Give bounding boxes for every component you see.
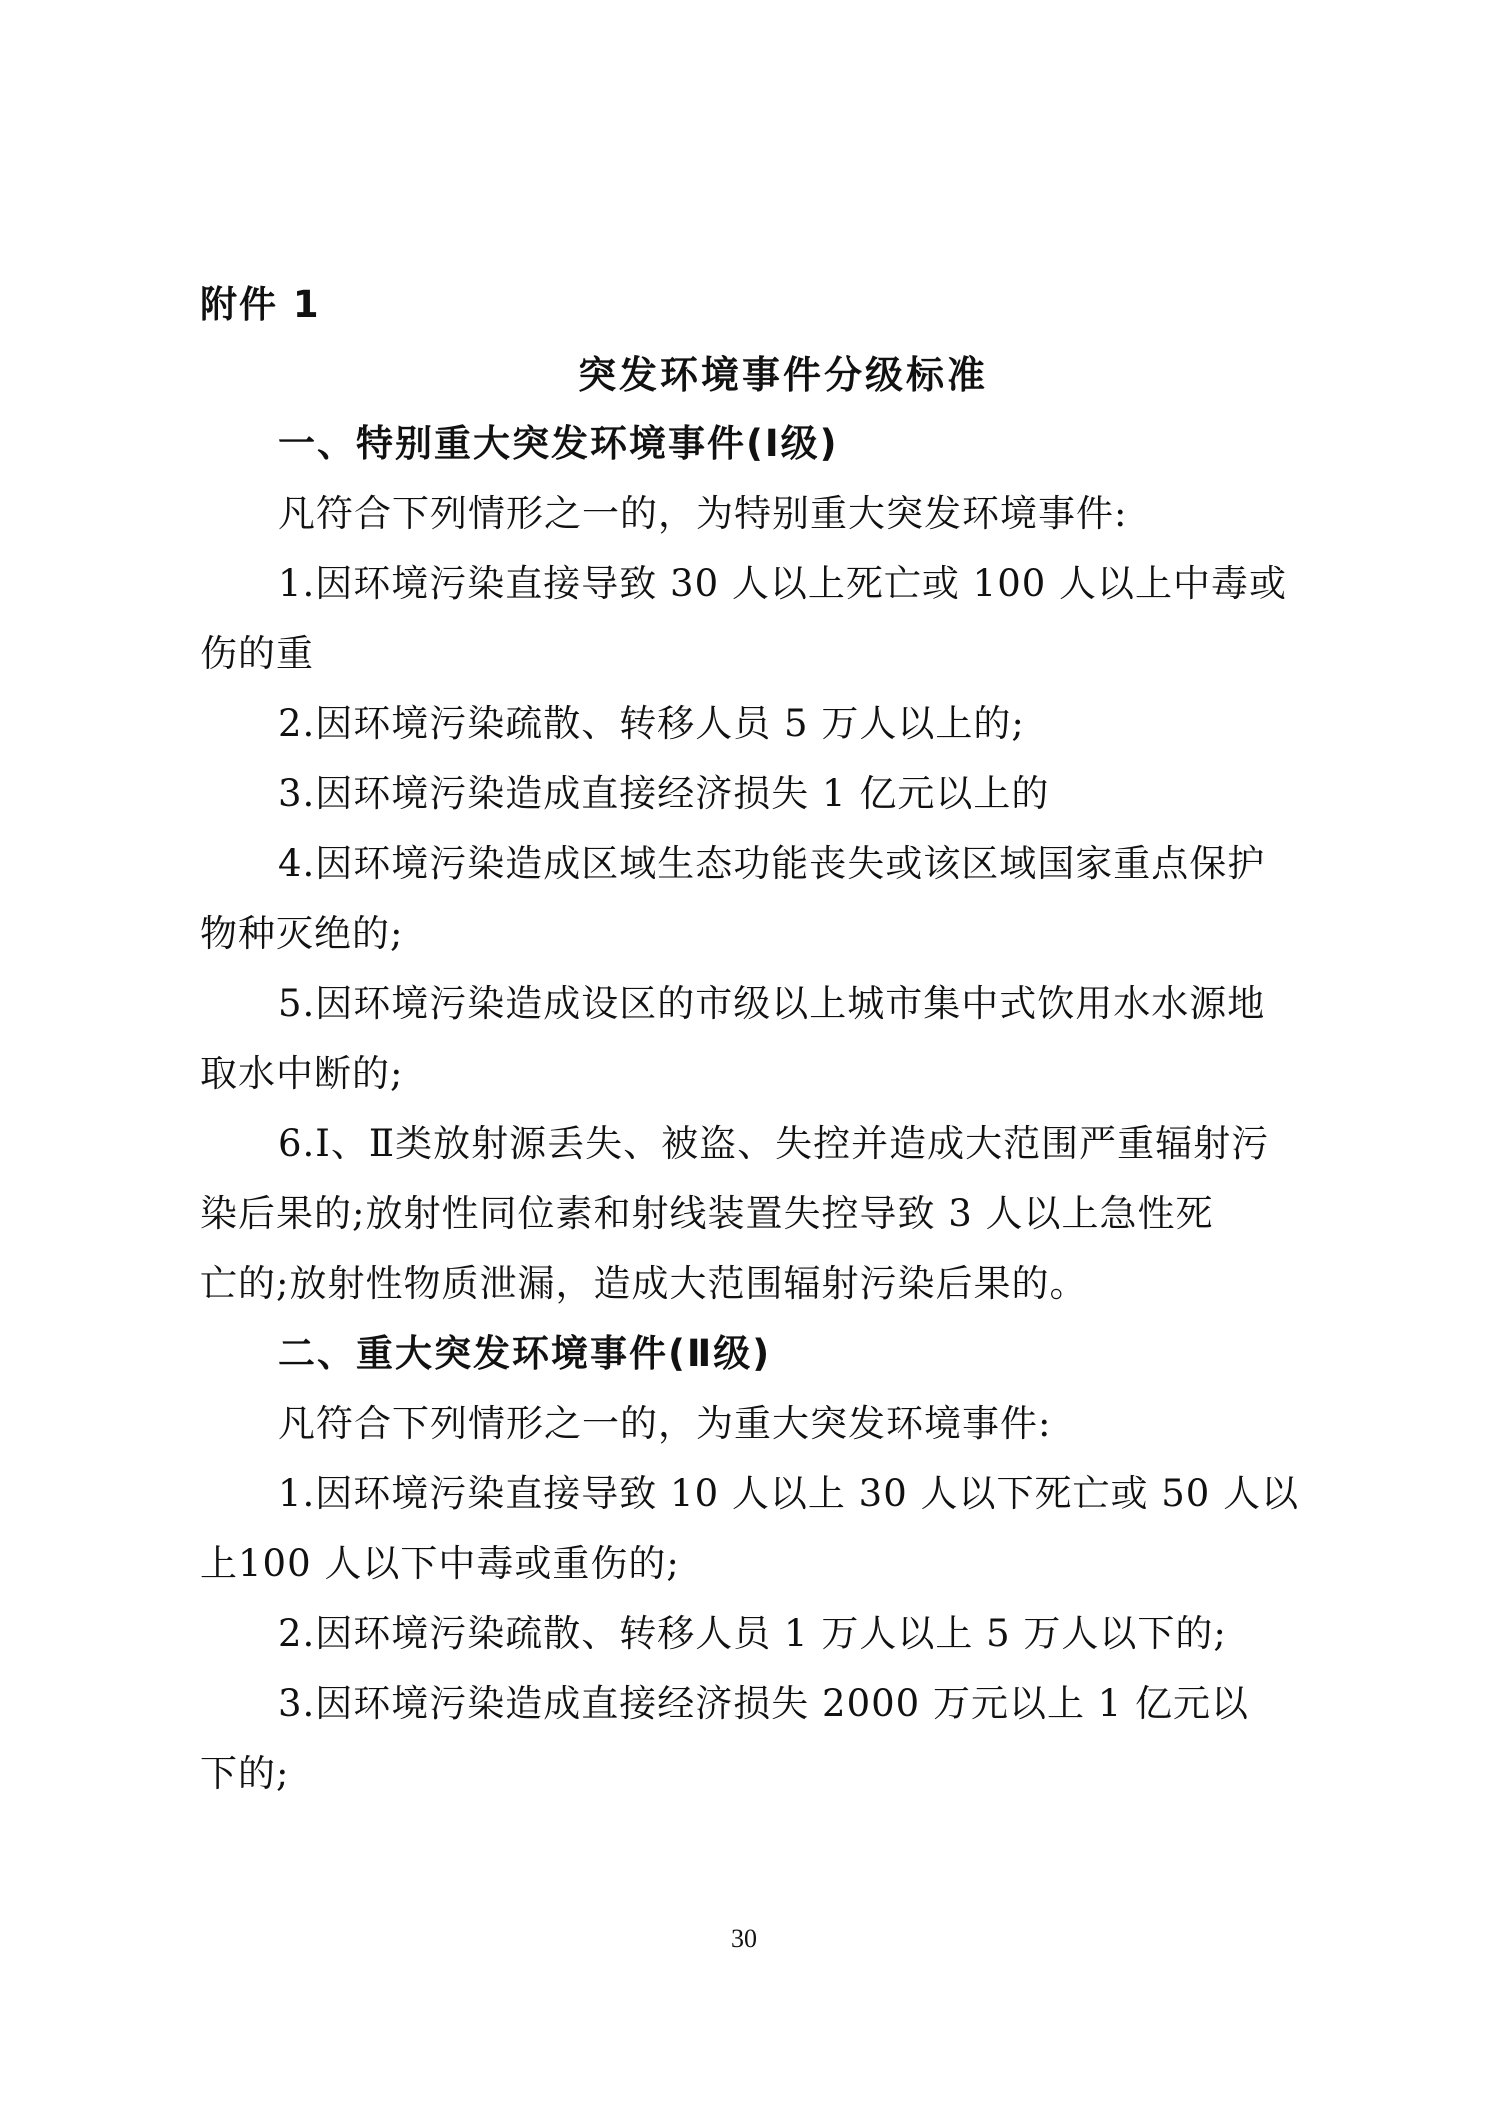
section-2-item-1-line-2: 上100 人以下中毒或重伤的; [200, 1542, 680, 1585]
section-2-item-2: 2.因环境污染疏散、转移人员 1 万人以上 5 万人以下的; [278, 1612, 1227, 1655]
section-1-item-4-line-1: 4.因环境污染造成区域生态功能丧失或该区域国家重点保护 [278, 842, 1266, 885]
section-1-item-1-line-1: 1.因环境污染直接导致 30 人以上死亡或 100 人以上中毒或 [278, 562, 1288, 605]
section-1-item-2: 2.因环境污染疏散、转移人员 5 万人以上的; [278, 702, 1025, 745]
page-number: 30 [731, 1924, 757, 1953]
section-2-item-3-line-1: 3.因环境污染造成直接经济损失 2000 万元以上 1 亿元以 [278, 1682, 1250, 1725]
section-2-item-1-line-1: 1.因环境污染直接导致 10 人以上 30 人以下死亡或 50 人以 [278, 1472, 1300, 1515]
section-1-item-6-line-1: 6.Ⅰ、Ⅱ类放射源丢失、被盗、失控并造成大范围严重辐射污 [278, 1122, 1270, 1165]
section-1-heading: 一、特别重大突发环境事件(Ⅰ级) [278, 422, 839, 465]
page-title: 突发环境事件分级标准 [578, 353, 989, 397]
section-1-item-1-line-2: 伤的重 [200, 632, 314, 675]
attachment-label: 附件 1 [200, 283, 321, 326]
section-1-item-5-line-1: 5.因环境污染造成设区的市级以上城市集中式饮用水水源地 [278, 982, 1266, 1025]
section-1-item-6-line-2: 染后果的;放射性同位素和射线装置失控导致 3 人以上急性死 [200, 1192, 1214, 1235]
section-2-heading: 二、重大突发环境事件(Ⅱ级) [278, 1332, 772, 1375]
section-2-item-3-line-2: 下的; [200, 1752, 290, 1795]
section-2-intro: 凡符合下列情形之一的，为重大突发环境事件: [278, 1402, 1052, 1445]
section-1-item-5-line-2: 取水中断的; [200, 1052, 404, 1095]
section-1-intro: 凡符合下列情形之一的，为特别重大突发环境事件: [278, 492, 1128, 535]
section-1-item-4-line-2: 物种灭绝的; [200, 912, 404, 955]
section-1-item-6-line-3: 亡的;放射性物质泄漏，造成大范围辐射污染后果的。 [200, 1262, 1088, 1305]
section-1-item-3: 3.因环境污染造成直接经济损失 1 亿元以上的 [278, 772, 1050, 815]
